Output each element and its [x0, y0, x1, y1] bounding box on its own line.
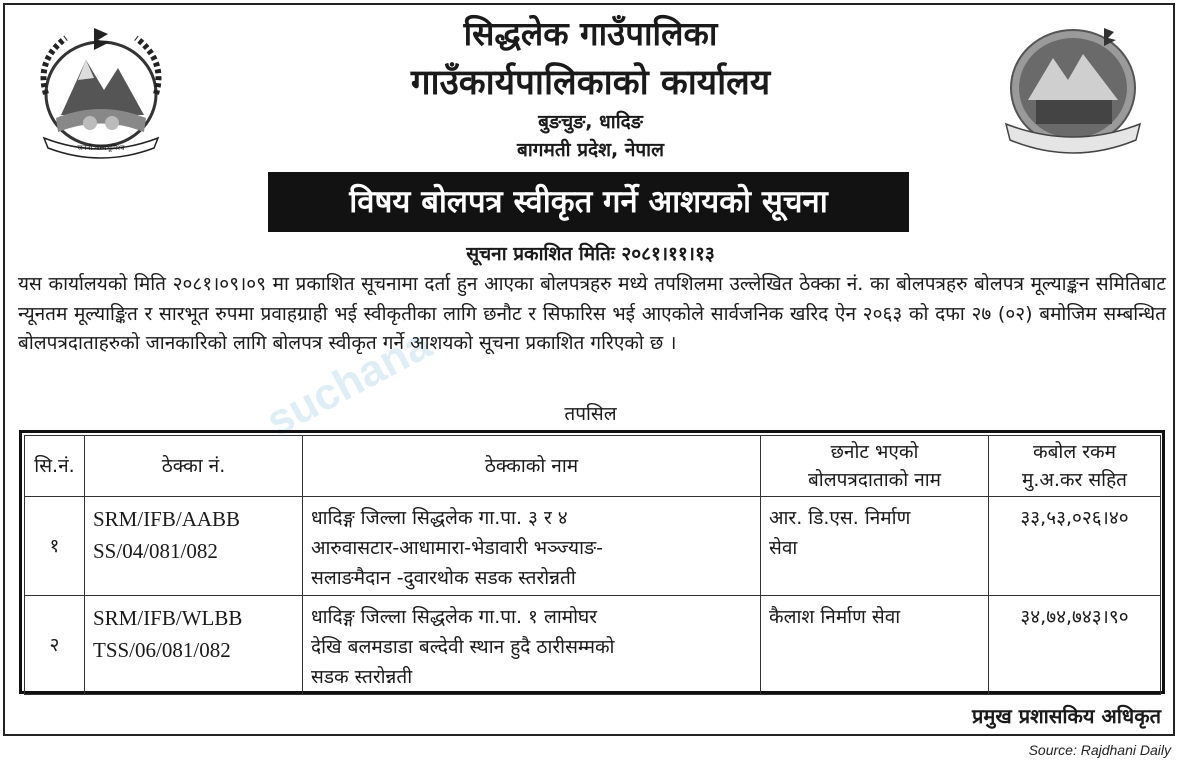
cell-contract-no — [85, 497, 303, 596]
office-name: सिद्धलेक गाउँपालिका — [463, 14, 718, 53]
contract-no-line2: SS/04/081/082 — [93, 539, 218, 563]
officer-signature: प्रमुख प्रशासकिय अधिकृत — [972, 704, 1161, 728]
contract-name-line3: सलाङमैदान -दुवारथोक सडक स्तरोन्नती — [311, 567, 576, 589]
contract-name-line1: धादिङ्ग जिल्ला सिद्धलेक गा.पा. ३ र ४ — [311, 507, 568, 529]
table-header-row — [25, 436, 1161, 497]
contract-name-line2: देखि बलमडाडा बल्देवी स्थान हुदै ठारीसम्मको — [311, 636, 615, 658]
header-amount-line1: कबोल रकम — [1032, 441, 1116, 463]
source-credit: Source: Rajdhani Daily — [1028, 742, 1171, 758]
watermark: suchana — [258, 319, 439, 447]
published-date: सूचना प्रकाशित मितिः २०८१।११।१३ — [466, 243, 715, 265]
contract-name-line2: आरुवासटार-आधामारा-भेडावारी भञ्ज्याङ- — [311, 537, 603, 559]
notice-subject: विषय बोलपत्र स्वीकृत गर्ने आशयको सूचना — [268, 172, 909, 232]
bidder-line1: कैलाश निर्माण सेवा — [769, 606, 901, 628]
header-contract-no: ठेक्का नं. — [85, 436, 303, 497]
cell-contract-name — [303, 497, 761, 596]
cell-sn: १ — [25, 497, 85, 596]
contract-no-line1: SRM/IFB/AABB — [93, 507, 241, 531]
header-amount — [989, 436, 1161, 497]
contract-name-line1: धादिङ्ग जिल्ला सिद्धलेक गा.पा. १ लामोघर — [311, 606, 598, 628]
cell-amount: ३३,५३,०२६।४० — [989, 497, 1161, 596]
bidder-line1: आर. डि.एस. निर्माण — [769, 507, 911, 529]
header-sn: सि.नं. — [25, 436, 85, 497]
svg-text:जननी जन्मभूमिश्च: जननी जन्मभूमिश्च — [77, 144, 125, 152]
contract-no-line1: SRM/IFB/WLBB — [93, 606, 243, 630]
tapsil-label: तपसिल — [564, 403, 617, 425]
office-location: बुङचुङ, धादिङ — [538, 111, 643, 133]
cell-bidder — [761, 596, 989, 695]
cell-amount: ३४,७४,७४३।९० — [989, 596, 1161, 695]
header-contract-name: ठेक्काको नाम — [303, 436, 761, 497]
cell-sn: २ — [25, 596, 85, 695]
header-bidder-line1: छनोट भएको — [830, 441, 919, 463]
office-title: गाउँकार्यपालिकाको कार्यालय — [410, 63, 771, 103]
table-row — [25, 596, 1161, 695]
cell-bidder — [761, 497, 989, 596]
header-bidder-line2: बोलपत्रदाताको नाम — [807, 469, 942, 491]
cell-contract-no — [85, 596, 303, 695]
contract-name-line3: सडक स्तरोन्नती — [311, 666, 413, 688]
cell-contract-name — [303, 596, 761, 695]
header-amount-line2: मु.अ.कर सहित — [1021, 469, 1128, 491]
table-row — [25, 497, 1161, 596]
tender-table — [19, 430, 1165, 694]
contract-no-line2: TSS/06/081/082 — [93, 638, 231, 662]
office-province: बागमती प्रदेश, नेपाल — [517, 139, 664, 161]
notice-body: यस कार्यालयको मिति २०८१।०९।०९ मा प्रकाशित सूचनामा दर्ता हुन आएका बोलपत्रहरु मध्ये तपशिलमा उल्लेखित ठेक्का नं. का बोलपत्रहरु बोलपत्र मूल्याङ्कन समितिबाट न्यूनतम मूल्याङ्कित र सारभूत रुपमा प्रवाहग्राही भई स्वीकृतीका लागि छनौट र सिफारिस भई आएकोले सार्वजनिक खरिद ऐन २०६३ को दफा २७ (०२) बमोजिम सम्बन्धित बोलपत्रदाताहरुको जानकारिको लागि बोलपत्र स्वीकृत गर्ने आशयको सूचना प्रकाशित गरिएको छ । — [18, 273, 1166, 354]
bidder-line2: सेवा — [769, 537, 798, 559]
header-bidder — [761, 436, 989, 497]
